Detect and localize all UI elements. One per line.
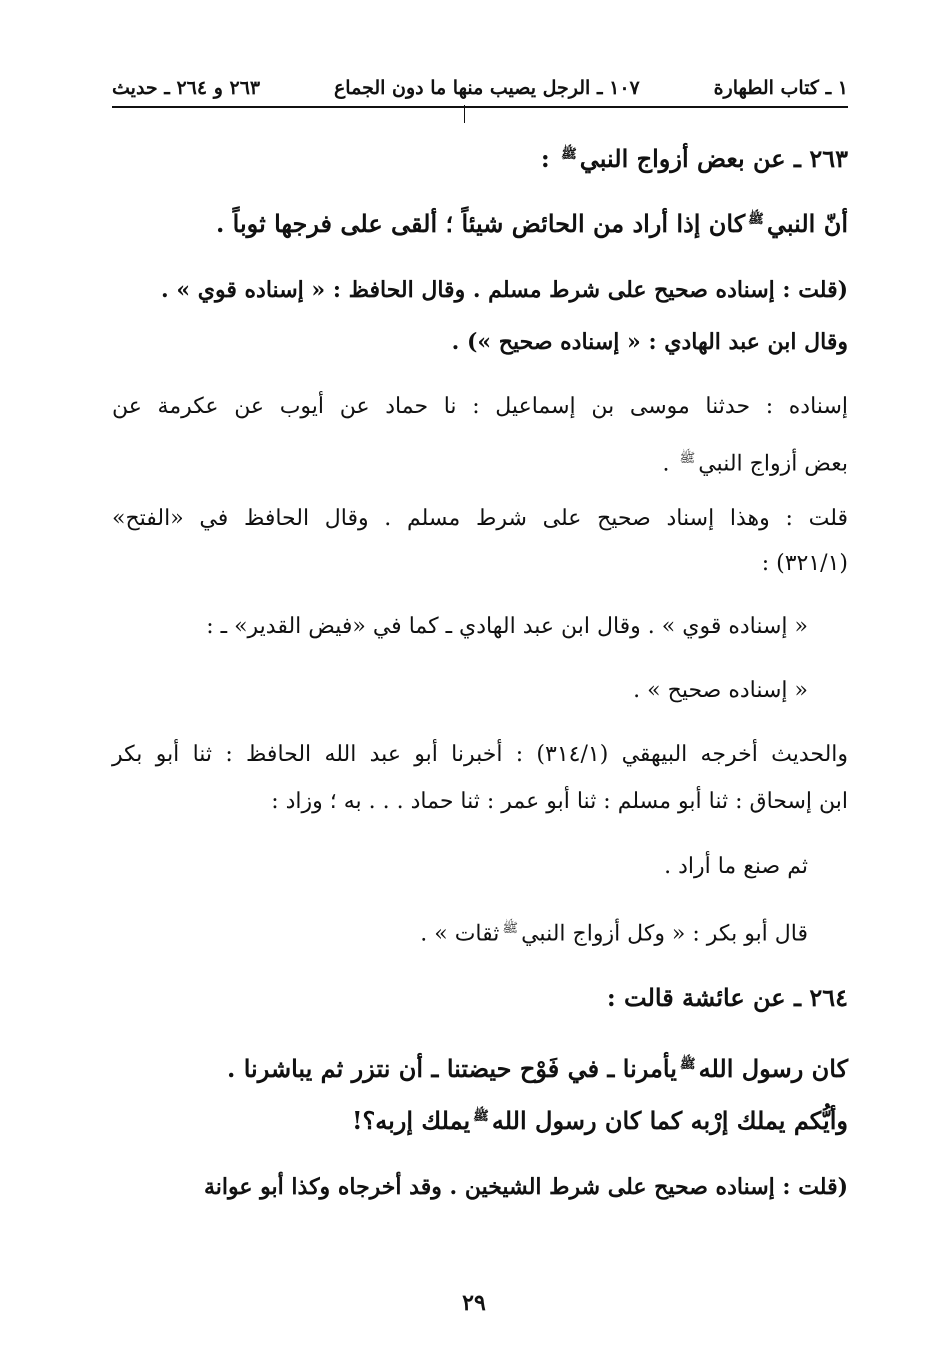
page-number: ٢٩	[462, 1290, 486, 1316]
addition-text: ثم صنع ما أراد .	[664, 854, 808, 879]
header-hadith-range: ٢٦٣ و ٢٦٤ ـ حديث	[112, 77, 261, 99]
grading-263-line-1: (قلت : إسناده صحيح على شرط مسلم . وقال الحافظ : « إسناده قوي » .	[161, 277, 848, 303]
isnad-263-line-2: بعض أزواج النبيﷺ .	[112, 444, 848, 479]
commentary-263-line-2: (٣٢١/١) :	[761, 551, 848, 576]
header-chapter-title: ١٠٧ ـ الرجل يصيب منها ما دون الجماع	[333, 77, 640, 99]
pbuh-glyph: ﷺ	[561, 147, 577, 162]
hadith-264-text-line-2: وأيُّكم يملك إرْبه كما كان رسول اللهﷺيملك إربه؟!	[112, 1102, 848, 1136]
abu-bakr-quote: قال أبو بكر : « وكل أزواج النبيﷺثقات » .	[112, 914, 808, 949]
header-book-title: ١ ـ كتاب الطهارة	[713, 77, 848, 99]
running-header	[112, 70, 848, 108]
pbuh-glyph: ﷺ	[679, 451, 696, 466]
quote-strong: « إسناده قوي » . وقال ابن عبد الهادي ـ كما في «فيض القدير» ـ :	[206, 614, 808, 639]
header-divider-tick	[464, 105, 465, 123]
commentary-263-line-1: قلت : وهذا إسناد صحيح على شرط مسلم . وقال الحافظ في «الفتح»	[112, 506, 848, 531]
bayhaqi-line-2: ابن إسحاق : ثنا أبو مسلم : ثنا أبو عمر : ثنا حماد . . . به ؛ وزاد :	[271, 789, 848, 814]
pbuh-glyph: ﷺ	[502, 921, 519, 936]
hadith-264-heading: ٢٦٤ ـ عن عائشة قالت :	[606, 983, 848, 1012]
hadith-263-heading: ٢٦٣ ـ عن بعض أزواج النبيﷺ :	[112, 140, 848, 174]
bayhaqi-line-1: والحديث أخرجه البيهقي (٣١٤/١) : أخبرنا أبو عبد الله الحافظ : ثنا أبو بكر	[112, 742, 849, 767]
hadith-263-text: أنّ النبيﷺكان إذا أراد من الحائض شيئاً ؛ ألقى على فرجها ثوباً .	[112, 205, 848, 239]
hadith-264-text-line-1: كان رسول اللهﷺيأمرنا ـ في فَوْح حيضتنا ـ أن نتزر ثم يباشرنا .	[112, 1050, 848, 1084]
pbuh-glyph: ﷺ	[679, 1057, 696, 1072]
grading-263-line-2: وقال ابن عبد الهادي : « إسناده صحيح ») .	[451, 329, 848, 355]
pbuh-glyph: ﷺ	[748, 212, 764, 227]
pbuh-glyph: ﷺ	[473, 1109, 489, 1124]
grading-264-line-1: (قلت : إسناده صحيح على شرط الشيخين . وقد أخرجاه وكذا أبو عوانة	[203, 1174, 848, 1200]
quote-sahih: « إسناده صحيح » .	[633, 678, 808, 703]
isnad-263-line-1: إسناده : حدثنا موسى بن إسماعيل : نا حماد عن أيوب عن عكرمة عن	[112, 394, 848, 419]
